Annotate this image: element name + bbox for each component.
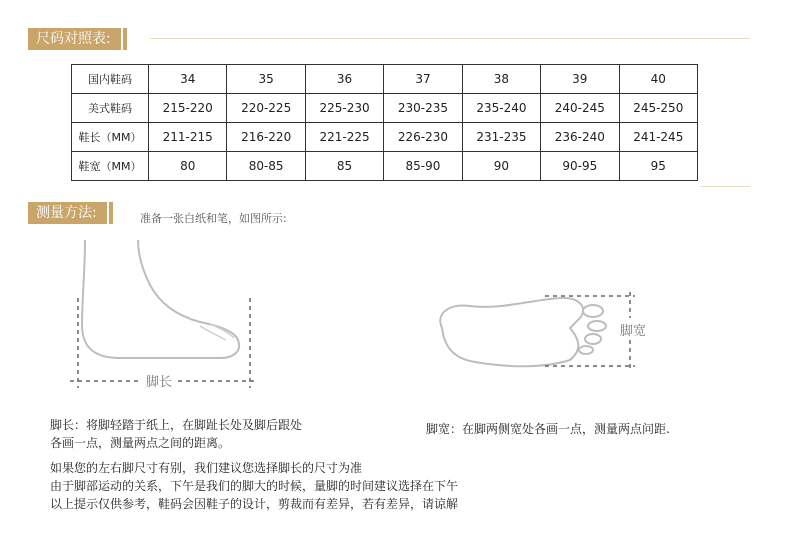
size-chart-table	[71, 64, 698, 181]
table-divider	[700, 186, 750, 187]
table-cell: 85	[305, 152, 383, 181]
note-line-2: 由于脚部运动的关系，下午是我们的脚大的时候，量脚的时间建议选择在下午	[50, 479, 459, 493]
table-cell: 90	[462, 152, 540, 181]
table-cell: 236-240	[541, 123, 619, 152]
table-cell: 35	[227, 65, 305, 94]
table-cell: 80-85	[227, 152, 305, 181]
table-cell: 226-230	[384, 123, 462, 152]
foot-width-label: 脚宽	[619, 324, 647, 339]
notes	[50, 459, 458, 513]
table-cell: 230-235	[384, 94, 462, 123]
table-cell: 85-90	[384, 152, 462, 181]
table-cell: 211-215	[149, 123, 227, 152]
measure-method-title: 测量方法:	[28, 202, 107, 224]
size-chart-title: 尺码对照表:	[28, 28, 121, 50]
table-cell: 225-230	[305, 94, 383, 123]
table-cell: 80	[149, 152, 227, 181]
table-cell: 221-225	[305, 123, 383, 152]
table-cell: 245-250	[619, 94, 697, 123]
table-row	[72, 94, 698, 123]
length-description	[50, 416, 302, 452]
table-cell: 36	[305, 65, 383, 94]
table-cell: 38	[462, 65, 540, 94]
note-line-3: 以上提示仅供参考，鞋码会因鞋子的设计，剪裁而有差异，若有差异，请谅解	[50, 497, 459, 511]
table-cell: 231-235	[462, 123, 540, 152]
length-description-line-1: 脚长：将脚轻踏于纸上，在脚趾长处及脚后跟处	[50, 418, 303, 432]
table-cell: 235-240	[462, 94, 540, 123]
row-label: 国内鞋码	[72, 65, 149, 94]
table-cell: 40	[619, 65, 697, 94]
table-cell: 90-95	[541, 152, 619, 181]
foot-width-diagram	[430, 288, 670, 378]
table-row	[72, 65, 698, 94]
table-cell: 216-220	[227, 123, 305, 152]
row-label: 美式鞋码	[72, 94, 149, 123]
measure-hint: 准备一张白纸和笔，如图所示:	[140, 212, 287, 225]
foot-length-label: 脚长	[145, 375, 173, 390]
table-cell: 34	[149, 65, 227, 94]
section-divider	[150, 38, 750, 39]
table-cell: 241-245	[619, 123, 697, 152]
table-cell: 37	[384, 65, 462, 94]
width-description: 脚宽：在脚两侧宽处各画一点，测量两点问距.	[426, 422, 670, 436]
row-label: 鞋宽（MM）	[72, 152, 149, 181]
table-cell: 240-245	[541, 94, 619, 123]
table-cell: 95	[619, 152, 697, 181]
row-label: 鞋长（MM）	[72, 123, 149, 152]
table-cell: 215-220	[149, 94, 227, 123]
note-line-1: 如果您的左右脚尺寸有别，我们建议您选择脚长的尺寸为准	[50, 461, 363, 475]
table-row	[72, 123, 698, 152]
table-cell: 220-225	[227, 94, 305, 123]
table-row	[72, 152, 698, 181]
table-cell: 39	[541, 65, 619, 94]
foot-length-diagram	[60, 240, 280, 400]
length-description-line-2: 各画一点，测量两点之间的距离。	[50, 436, 231, 450]
